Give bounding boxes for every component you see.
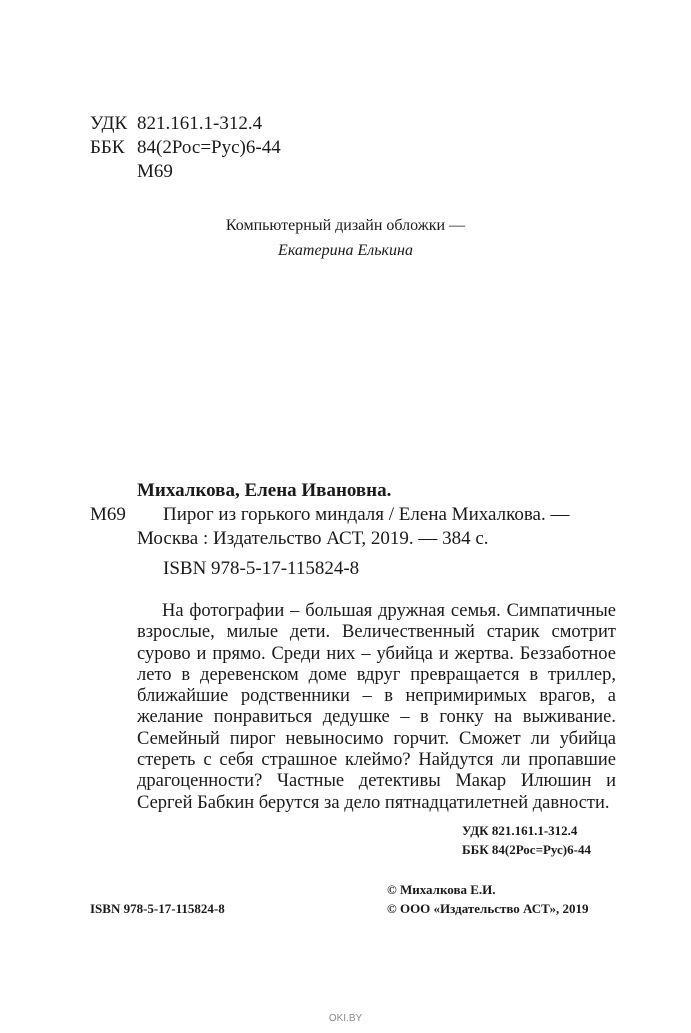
bib-author-mark: М69 — [90, 504, 126, 525]
annotation-text: На фотографии – большая дружная семья. Симпатичные взрослые, милые дети. Величественный старик смотрит сурово и прямо. Среди них – убийца и жертва. Беззаботное лето в деревенском доме вдруг превращается в триллер, ближайшие родственники – в непримиримых врагов, а желание понравиться дедушке – в гонку на выживание. Семейный пирог невыносимо горчит. Сможет ли убийца стереть с себя страшное клеймо? Найдутся ли пропавшие драгоценности? Частные детективы Макар Илюшин и Сергей Бабкин берутся за дело пятнадцатилетней давности. — [137, 601, 616, 813]
bib-publication-line: Москва : Издательство АСТ, 2019. — 384 с. — [137, 528, 489, 549]
footer-copyright-author: © Михалкова Е.И. — [387, 882, 496, 897]
bbk-value: 84(2Рос=Рус)6-44 — [137, 137, 281, 158]
udk-label: УДК — [90, 113, 128, 134]
bbk-label: ББК — [90, 137, 125, 158]
annotation — [137, 601, 616, 814]
footer-copyright-publisher: © ООО «Издательство АСТ», 2019 — [387, 901, 589, 916]
cover-credit-label: Компьютерный дизайн обложки — — [225, 217, 466, 234]
footer-isbn: ISBN 978-5-17-115824-8 — [90, 901, 225, 916]
udk-value: 821.161.1-312.4 — [137, 113, 263, 134]
author-mark-top: М69 — [137, 161, 173, 182]
bib-title-line: Пирог из горького миндаля / Елена Михалкова. — — [163, 504, 570, 525]
udk-row — [0, 112, 691, 136]
bib-isbn: ISBN 978-5-17-115824-8 — [163, 558, 360, 579]
author-heading: Михалкова, Елена Ивановна. — [137, 480, 392, 501]
footer-bbk: ББК 84(2Рос=Рус)6-44 — [462, 842, 591, 857]
cover-designer-name: Екатерина Елькина — [278, 242, 413, 259]
author-mark-row — [0, 160, 691, 184]
bbk-row — [0, 136, 691, 160]
footer-udk: УДК 821.161.1-312.4 — [462, 823, 578, 838]
watermark: OKI.BY — [328, 1013, 363, 1024]
